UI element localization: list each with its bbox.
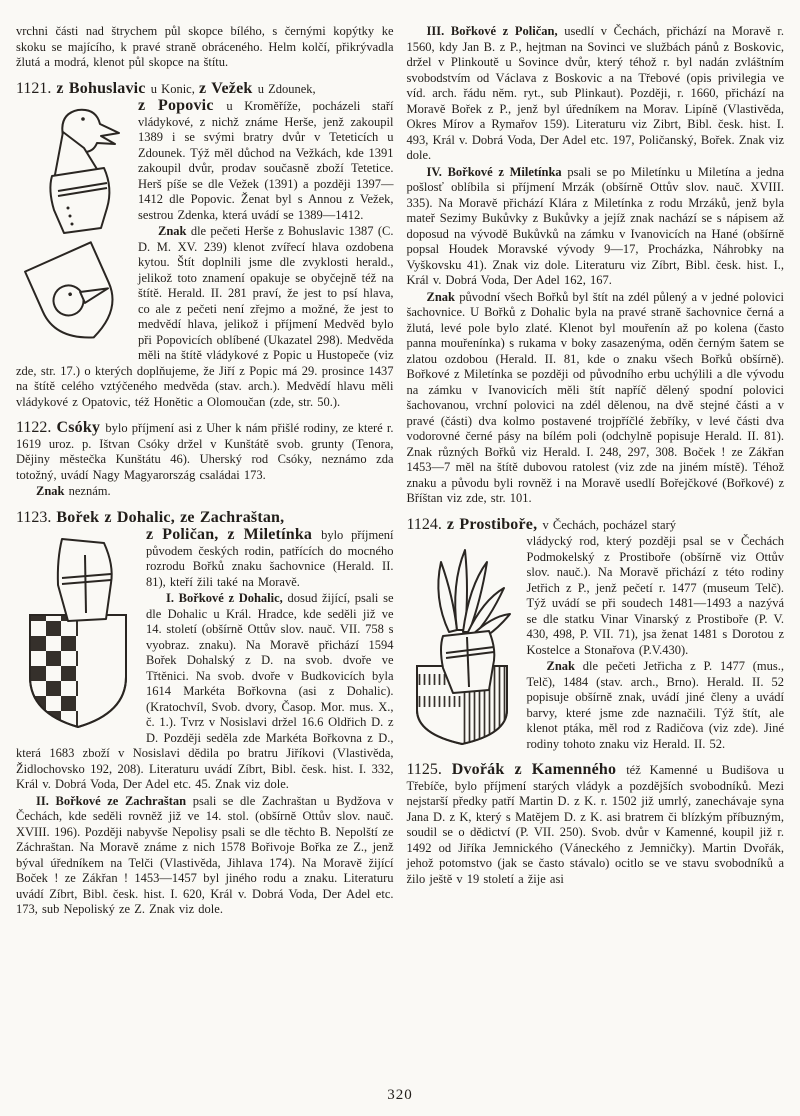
text-segment: u Konic, xyxy=(150,81,199,96)
text-segment: Znak xyxy=(426,289,460,304)
paragraph-borkove-III xyxy=(407,24,785,164)
text-segment: psali se po Miletínku u Miletína a jedna pošlosť oblíbila si příjmení Mrzák (obšírně Ottův slov. nauč. XVIII. 335). Na Moravě přichází Klára z Miletínka z rodu Mrzáků, jenž byla mateř Sezimy Bukůvky z Bukůvky a jejíž znak nachází se s nápisem až doposud na vývodě Bukůvků na zámku v Ivanovicích na Hané (obšírně popsal Houdek Moravské vývody 9—17, Procházka, Náhrobky na Vyškovsku 41). Znak viz dole. Literaturu viz Zíbrt, Bibl. česk. hist. I., Král v. Dobrá Voda, Der Adel 162, 167. xyxy=(406,164,785,287)
text-segment: 1121. xyxy=(16,79,57,97)
text-segment: Znak xyxy=(158,224,191,238)
text-segment: neznám. xyxy=(68,484,111,498)
text-segment: dle pečeti Jetřicha z P. 1477 (mus., Telč), 1484 (stav. arch., Brno). Herald. II. 52 popisuje obšírně znak, uvádí jiné členy a uvádí barvy, které jsme zde naznačili. Týž štít, ale klenot ptáka, měl rod z Radičova (viz zde). Jiné rodiny tohoto znaku viz Herald. II. 52. xyxy=(526,659,785,751)
entry-1125 xyxy=(407,762,785,887)
text-segment: vrchni části nad štrychem půl skopce bílého, s černými kopýtky ke skoku se majícího, k pravé straně obráceného. Helm kolčí, přikrývadla žlutá a modrá, klenot půl skopce na štítu. xyxy=(16,24,394,69)
entry-1124-body xyxy=(407,534,785,658)
text-segment: u Kroměříže, pocházeli staří vládykové, z nichž známe Herše, jenž zakoupil 1389 i se svými bratry dvůr v Teteticích u Zdounek. Týž měl důchod na Vežkách, kde 1391 zakoupil dvůr, prodav současně zboží Tetetice. Herš píše se dle Vežek (1391) a později 1397—1412 dle Popovic. Ženat byl s Annou z Vežek, sestrou Zdenka, která uvádí se 1389—1412. xyxy=(138,99,394,222)
entry-1121-heading xyxy=(16,81,394,98)
text-segment: 1122. xyxy=(16,419,57,436)
text-segment: 1124. xyxy=(406,515,447,533)
text-segment: 1123. xyxy=(16,508,57,526)
text-segment: též Kamenné u Budišova u Třebíče, bylo příjmení starých vládyk a pozdějších svobodníků. Mezi nejstarší předky patří Martin D. z K. r. 1502 již umrlý, zanechávaje syna Jana D. z K, který s Matějem D. z K. asi bratrem či blízkým příbuzným, soudil se o dědictví (P. VII. 250). Svob. dvůr v Kamenné, koupil již r. 1492 od Jiříka Jemnického (Váneckého z Jemničky). Martin Dvořák, jehož potomstvo (jak se často stávalo) ocitlo se ve stavu svobodníků a žilo ještě v 19 století a žije asi xyxy=(406,763,785,886)
right-column xyxy=(407,24,785,919)
paragraph-znak-1122 xyxy=(16,484,394,500)
entry-1121-body xyxy=(16,98,394,223)
paragraph-borkove-IV xyxy=(407,165,785,289)
text-segment: I. Bořkové z Dohalic, xyxy=(166,591,288,605)
coat-of-arms-checkered-shield-icon xyxy=(16,531,136,736)
text-segment: z Poličan, z Miletínka xyxy=(146,526,322,543)
text-segment: z Vežek xyxy=(198,79,258,97)
two-column-layout xyxy=(16,24,784,919)
coat-of-arms-feathered-helm-icon xyxy=(407,538,517,748)
entry-1123-heading xyxy=(16,510,394,527)
text-segment: bylo příjmení původem českých rodin, patřících do mocného rozrodu Bořků znaku šachovnice (Herald. II. 81), kteří žili také na Moravě. xyxy=(146,528,394,589)
entry-1123-body xyxy=(16,527,394,590)
text-segment: 1125. xyxy=(406,761,452,778)
entry-1124-text xyxy=(527,534,785,657)
text-segment: Dvořák z Kamenného xyxy=(451,761,627,778)
paragraph-borkove-II xyxy=(16,794,394,918)
text-segment: Bořek z Dohalic, ze Zachraštan, xyxy=(56,508,285,526)
text-segment: u Zdounek, xyxy=(257,81,316,96)
paragraph-continuation xyxy=(16,24,394,71)
text-segment: dle pečeti Herše z Bohuslavic 1387 (C. D. M. XV. 239) klenot zvířecí hlava ozdobena kytou. Štít doplnili jsme dle zvyklosti herald., jelikož toto znamení opakuje se obyčejně též na štítě. Herald. II. 281 praví, že jest to psí hlava, co ale z pečeti není zřejmo a možné, že jest to medvědí hlava, jelikož i příjmení Medvěd bylo při Popovicích oblíbené (Ukazatel 298). Medvěda měli na štítě vládykové z Popic u Hustopeče (viz zde, str. 17.) o kterých doplňujeme, že Jiří z Popic má 29. prosince 1437 na štítě celého vztýčeného medvěda (stav. arch.). Medvědí hlavu měli vládykové z Opatovic, též Honětic a Olomoučan (zde, str. 50.). xyxy=(16,224,394,409)
text-segment: z Prostiboře, xyxy=(446,515,543,533)
text-segment: psali se dle Zachraštan u Bydžova v Čechách, kde seděli rovněž již ve 14. stol. (obšírně Ottův slov. nauč. XVIII. 196). Později nabyvše Nepolisy psali se dle těchto B. Nepolští ze Záchraštan. Na Moravě známe z nich 1578 Bořivoje Bořka ze Z., jenž býval úředníkem na Telči (Vlastivěda, Jihlava 174). Na Moravě žijící Boček ! ze Zákřan ! 1453—1457 byl jiného rodu a znaku. Literaturu uvádí Zíbrt, Bibl. česk. hist. I. 620, Král v. Dobrá Voda, Der Adel etc. 173, sub Nepoliský ze Z. Znak viz dole. xyxy=(16,793,394,916)
text-segment: Csóky xyxy=(56,419,106,436)
text-segment: usedlí v Čechách, přichází na Moravě r. 1560, kdy Jan B. z P., hejtman na Sovinci ve službách pánů z Boskovic, držel v Plinkoutě u Sovince dvůr, který téhož r. byl nadán zvláštním svobodstvím od Václava z Boskovic a na Třebové (opis privilegia ve víd. arch. řádu něm. ryt., sub Plinkaut). Později, r. 1660, přichází na Moravě Bořek z P., jenž byl úředníkem na Morav. Lipíně (Vlastivěda, Okres Mírov a Rymařov 159). Literaturu viz Zibrt, Bibl. česk. hist. I. 493, Král v. Dobrá Voda, Der Adel etc. 197, Poličanský, Bořek. Znak viz dole. xyxy=(406,24,784,162)
text-segment: v Čechách, pocházel starý xyxy=(542,517,676,532)
text-segment: z Popovic xyxy=(138,97,227,114)
text-segment: z Bohuslavic xyxy=(56,79,151,97)
text-segment: původní všech Bořků byl štít na zdél půlený a v jedné polovici šachovnice. U Bořků z Dohalic byla na pravé straně šachovnice černá a žlutá, levé pole bylo zlaté. Klenot byl mouřenín až po kolena (často panna mouřenínka) s rukama v boky zasazenýma, oděn černým šatem se zlatou ozdobou (Herald. II. 81, kde o znaku všech Bořků obšírně). Bořkové z Miletínka se později od původního erbu uchýlili a dle vývodu na zámku v Ivanovicích měli štít napříč dělený spodní polovici šachovanou, vrchní polovici na zdél dělenou, na dvě stejné části a v pravé (části) dva kolmo postavené trojpříčlé žebříky, v levé části dva vodorovné černé pásy na bílém poli (odchylně popisuje Herald. II. 81). Znak různých Bořků viz Herald. I. 248, 297, 308. Boček ! ze Zákřan 1453—7 měl na štítě dubovou ratolest (viz zde na jiném místě). Téhož znaku a původu byli rovněž i na Moravě usedlí Bořejčkové (Bořkové) z Bříštan viz zde, str. 101. xyxy=(406,289,784,505)
left-column xyxy=(16,24,394,919)
text-segment: III. Bořkové z Poličan, xyxy=(426,24,565,38)
coat-of-arms-bird-crest-icon xyxy=(16,102,128,357)
page-number: 320 xyxy=(387,1087,413,1103)
text-segment: IV. Bořkové z Miletínka xyxy=(426,164,568,179)
text-segment: dosud žijící, psali se dle Dohalic u Král. Hradce, kde seděli již ve 14. století (obšírně Ottův slov. nauč. VII. 758 s vyobraz. znaku). Na Moravě přichází 1594 Bořek Dohalský z D. na svob. dvoře ve Třtěnici. Na svob. dvoře v Budkovicích byla 1614 Markéta Bořkovna (asi z Dohalic). (Kratochvíl, Svob. dvory, Časop. Mor. mus. X., č. 1.). Tvrz v Nosislavi držel 16.6 Oldřich D. z D. Později seděla zde Markéta Bořkovna z D., která 1683 zboží v Nosislavi dědila po bratru Jiříkovi (Vlastivěda, Židlochovsko 192, 208). Literaturu uvádí Zíbrt, Bibl. česk. hist. I. 332, Král v. Dobrá Voda, Der Adel etc. 45. Znak viz dole. xyxy=(16,591,394,791)
text-segment: Znak xyxy=(546,659,583,673)
entry-1121-text xyxy=(138,99,394,222)
entry-1123-text xyxy=(146,528,394,589)
entry-1124-heading xyxy=(407,517,785,534)
paragraph-znak-borku xyxy=(407,290,785,507)
text-segment: bylo příjmení asi z Uher k nám přišlé rodiny, ze které r. 1619 uroz. p. Ištvan Csóky držel v Kunštátě svob. grunty (Tenora, Dějiny městečka Kunštátu 46). Uherský rod Csóky, neznámo zda totožný, uvádí Nagy Magyarország családai 173. xyxy=(16,421,394,482)
text-segment: Znak xyxy=(36,484,69,498)
text-segment: II. Bořkové ze Zachraštan xyxy=(36,793,193,808)
text-segment: vládycký rod, který později psal se v Čechách Podmokelský z Prostiboře (obšírně viz Ottův slov. nauč.). Na Moravě přichází z této rodiny Jetřich z P., jenž pečetí r. 1477 (museum Telč). Týž uvádí se při soudech 1481—1493 a nazývá se dle statku Vinar Vinarský z Prostiboře (P. V. 430, 498, P. VII. 71), jsa ženat 1481 s Dorotou z Kostelce a Stonařova (P.V.430). xyxy=(526,534,784,657)
entry-1122 xyxy=(16,420,394,483)
